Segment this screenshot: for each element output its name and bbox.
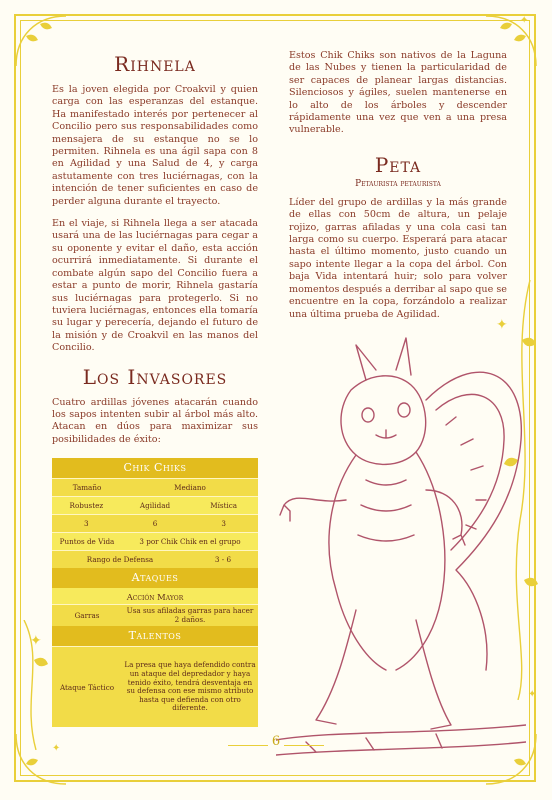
squirrel-illustration [276, 330, 526, 780]
hp-label: Puntos de Vida [59, 537, 115, 546]
talent-name: Ataque Táctico [59, 682, 115, 692]
attr-header-row [52, 496, 258, 514]
sparkle-icon: ✦ [520, 15, 529, 26]
sparkle-icon: ✦ [528, 689, 537, 700]
attack-row [52, 604, 258, 626]
attacks-header: Ataques [52, 568, 258, 588]
rihnela-title: Rihnela [114, 52, 196, 76]
talent-row [52, 646, 258, 727]
hp-row [52, 532, 258, 550]
talent-description: La presa que haya defendido contra un ataque del depredador y haya tenido éxito, tendrá desventaja en su defensa con ese mismo atributo hasta que defienda con otro diferente. [124, 660, 256, 713]
right-column [289, 50, 507, 331]
sparkle-icon: ✦ [496, 317, 508, 333]
rihnela-paragraph-2: En el viaje, si Rihnela llega a ser atacada usará una de las luciérnagas para cegar a su oponente y evitar el daño, esta acción ocurrirá inmediatamente. Si durante el combate algún sapo del Concilio fuera a estar a punto de morir, Rihnela gastaría sus luciérnagas para protegerlo. Si no tuviera luciérnagas, entonces ella tomaría su lugar y perecería, dejando el futuro de la misión y de Croakvil en las manos del Concilio. [52, 218, 258, 354]
attr-robustez-value: 3 [84, 519, 89, 528]
chik-chiks-paragraph: Estos Chik Chiks son nativos de la Laguna de las Nubes y tienen la particularidad de ser capaces de planear largas distancias. Silenciosos y ágiles, suelen mantenerse en lo alto de los árboles y descender rápidamente una vez que ven a una presa vulnerable. [289, 50, 507, 136]
chik-chiks-statblock [52, 458, 258, 727]
size-row [52, 478, 258, 496]
page-number-rule-right [284, 745, 324, 746]
sparkle-icon: ✦ [30, 633, 42, 649]
defense-value: 3 - 6 [214, 555, 232, 564]
attr-agilidad-value: 6 [152, 519, 158, 528]
left-column [52, 52, 258, 456]
attr-agilidad-label: Agilidad [139, 501, 171, 510]
attr-value-row [52, 514, 258, 532]
attack-description: Usa sus afiladas garras para hacer 2 daños. [126, 606, 254, 624]
peta-title: Peta [374, 152, 422, 177]
invaders-paragraph: Cuatro ardillas jóvenes atacarán cuando los sapos intenten subir al árbol más alto. Atacan en dúos para maximizar sus posibilidades de éxito: [52, 396, 258, 445]
hp-value: 3 por Chik Chik en el grupo [139, 537, 241, 546]
attack-action-type: Acción Mayor [126, 592, 184, 602]
attack-name: Garras [74, 611, 100, 621]
size-label: Tamaño [72, 483, 102, 492]
defense-label: Rango de Defensa [86, 555, 154, 564]
attr-mistica-value: 3 [221, 519, 226, 528]
size-value: Mediano [174, 483, 206, 492]
rihnela-paragraph-1: Es la joven elegida por Croakvil y quien carga con las esperanzas del estanque. Ha manifestado interés por pertenecer al Concilio pero sus responsabilidades como mensajera de su estanque no se lo permiten. Rihnela es una ágil sapa con 8 en Agilidad y una Salud de 4, y carga astutamente con tres luciérnagas, con la intención de tener suficientes en caso de perder alguna durante el trayecto. [52, 84, 258, 207]
statblock-name: Chik Chiks [52, 458, 258, 478]
peta-scientific-name: Petaurista petaurista [355, 178, 441, 189]
peta-paragraph: Líder del grupo de ardillas y la más grande de ellas con 50cm de altura, un pelaje rojizo, garras afiladas y una cola casi tan larga como su cuerpo. Esperará para atacar hasta el último momento, justo cuando un sapo intente llegar a la copa del árbol. Con baja Vida intentará huir; solo para volver momentos después a derribar al sapo que se encuentre en la copa, forzándolo a realizar una última prueba de Agilidad. [289, 196, 507, 320]
invaders-title: Los Invasores [82, 364, 228, 389]
defense-row [52, 550, 258, 568]
attr-robustez-label: Robustez [69, 501, 104, 510]
sparkle-icon: ✦ [52, 743, 61, 754]
talents-header: Talentos [52, 626, 258, 646]
attr-mistica-label: Mística [210, 501, 238, 510]
page-number: 6 [271, 734, 281, 749]
